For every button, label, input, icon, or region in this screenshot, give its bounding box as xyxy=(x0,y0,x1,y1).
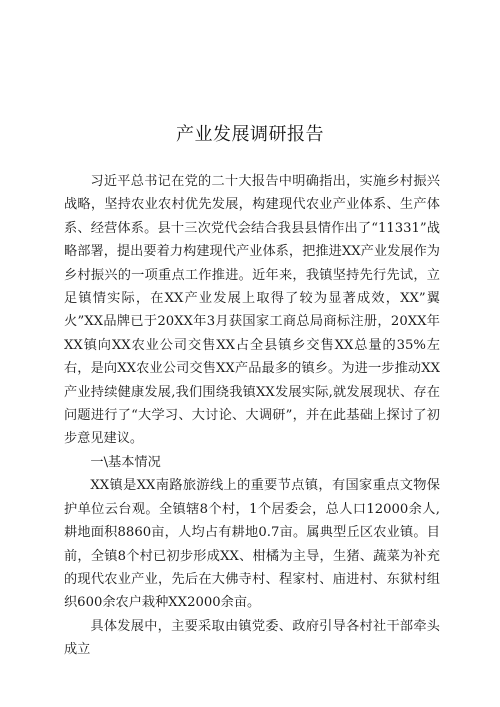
section-paragraph: XX镇是XX南路旅游线上的重要节点镇，有国家重点文物保护单位云台观。全镇辖8个村，1个居委会，总人口12000余人,耕地面积8860亩，人均占有耕地0.7亩。属典型丘区农业镇。目前，全镇8个村已初步形成XX、柑橘为主导，生猪、蔬菜为补充的现代农业产业，先后在大佛寺村、程家村、庙进村、东狱村组织600余农户栽种XX2000余亩。 xyxy=(64,478,440,611)
section-paragraph: 具体发展中，主要采取由镇党委、政府引导各村社干部牵头成立 xyxy=(64,618,440,658)
document-title: 产业发展调研报告 xyxy=(176,124,324,145)
section-heading: 一\基本情况 xyxy=(90,454,161,470)
document-body xyxy=(64,170,440,662)
intro-paragraph: 习近平总书记在党的二十大报告中明确指出，实施乡村振兴战略，坚持农业农村优先发展，构建现代农业产业体系、生产体系、经营体系。县十三次党代会结合我县县情作出了“11331”战略部署，提出要着力构建现代产业体系，把推进XX产业发展作为乡村振兴的一项重点工作推进。近年来，我镇坚持先行先试，立足镇情实际，在XX产业发展上取得了较为显著成效，XX”翼火”XX品牌已于20XX年3月获国家工商总局商标注册，20XX年XX镇向XX农业公司交售XX占全县镇乡交售XX总量的35%左右，是向XX农业公司交售XX产品最多的镇乡。为进一步推动XX产业持续健康发展,我们围绕我镇XX发展实际,就发展现状、存在问题进行了“大学习、大讨论、大调研”，并在此基础上探讨了初步意见建议。 xyxy=(64,174,440,447)
